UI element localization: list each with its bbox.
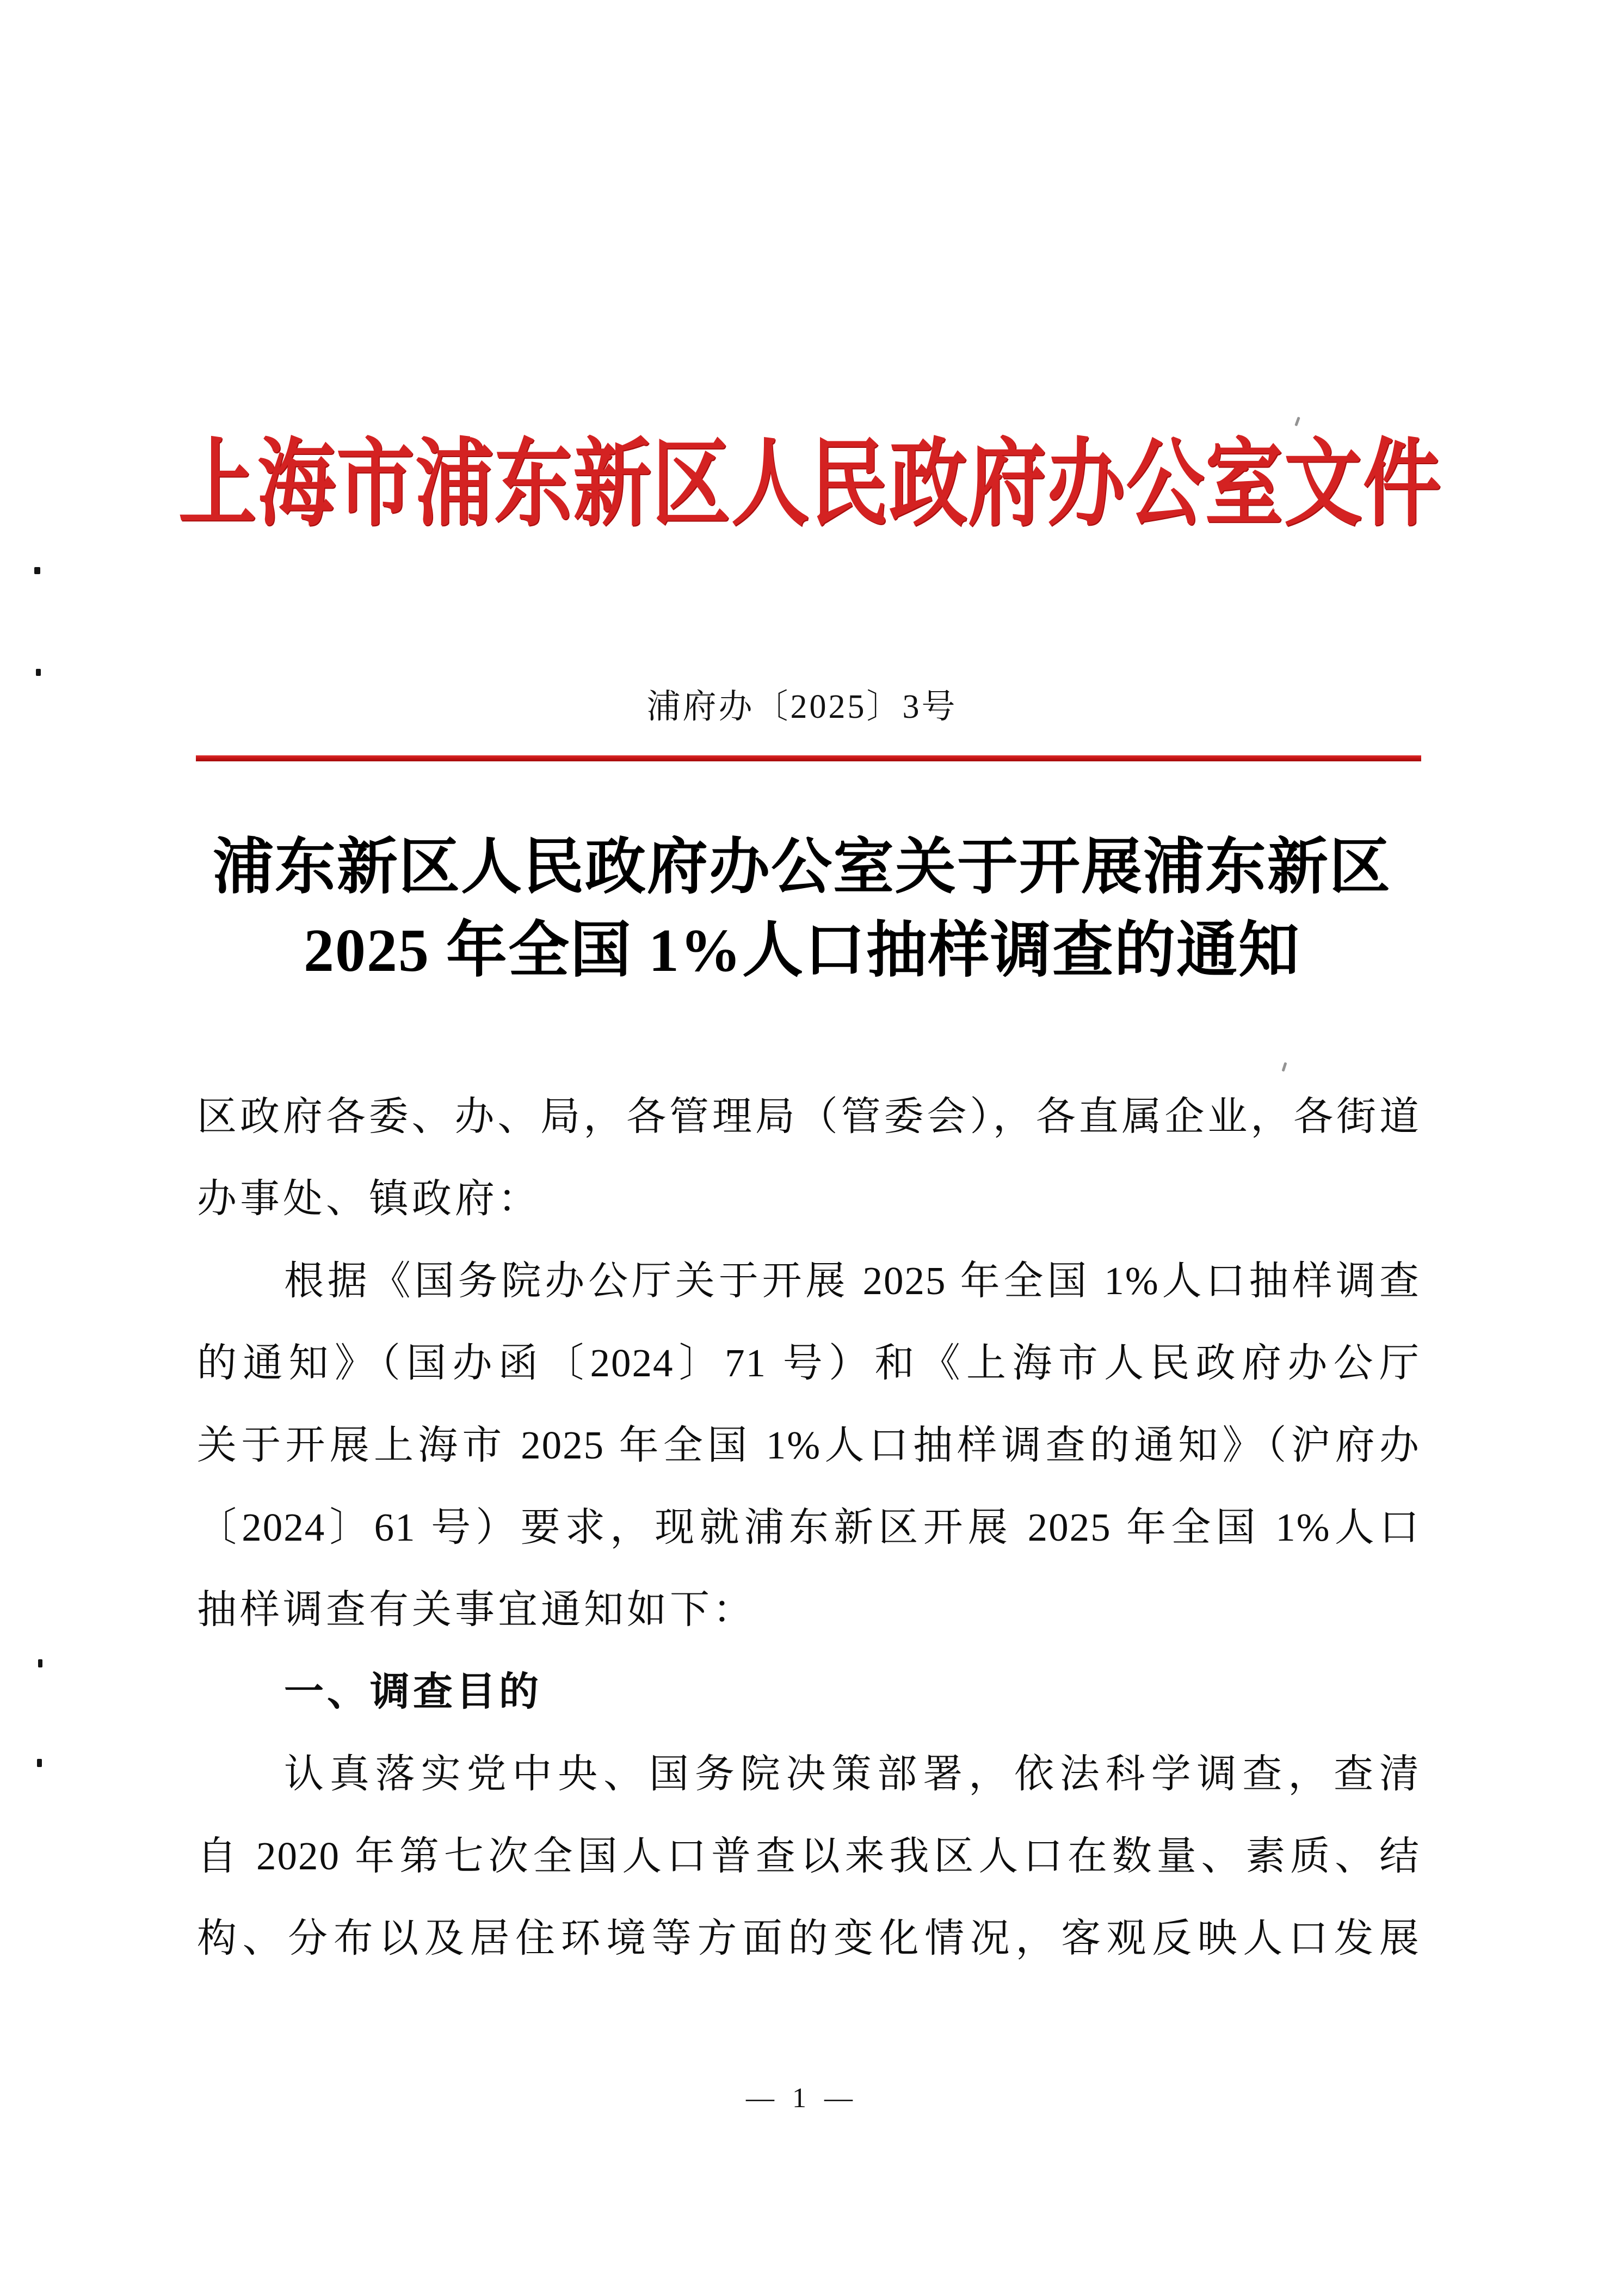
scan-artifact-mark	[1294, 417, 1300, 427]
body-line-paragraph-1-start: 根据《国务院办公厅关于开展 2025 年全国 1%人口抽样调查	[284, 1259, 1420, 1303]
body-line: 〔2024〕61 号）要求，现就浦东新区开展 2025 年全国 1%人口	[197, 1505, 1420, 1549]
notice-title-line2: 2025 年全国 1%人口抽样调查的通知	[304, 917, 1300, 984]
notice-title	[0, 826, 1604, 993]
letterhead-title: 上海市浦东新区人民政府办公室文件	[178, 432, 1442, 537]
notice-title-line1: 浦东新区人民政府办公室关于开展浦东新区	[213, 834, 1391, 901]
body-line: 关于开展上海市 2025 年全国 1%人口抽样调查的通知》（沪府办	[197, 1423, 1420, 1467]
body-line: 抽样调查有关事宜通知如下：	[197, 1587, 756, 1632]
scan-artifact-dot	[34, 567, 40, 574]
body-line: 构、分布以及居住环境等方面的变化情况，客观反映人口发展	[197, 1916, 1420, 1960]
document-number: 浦府办〔2025〕3号	[646, 688, 958, 725]
page-number: — 1 —	[746, 2083, 858, 2114]
scan-artifact-dot	[37, 1759, 42, 1767]
scan-artifact-dot	[36, 669, 41, 676]
scan-artifact-dot	[38, 1659, 42, 1667]
body-line-salutation-2: 办事处、镇政府：	[197, 1177, 541, 1221]
body-line-salutation-1: 区政府各委、办、局，各管理局（管委会），各直属企业，各街道	[197, 1094, 1420, 1138]
red-divider-line	[196, 755, 1421, 761]
body-line: 的通知》（国办函〔2024〕71 号）和《上海市人民政府办公厅	[197, 1341, 1420, 1385]
scan-artifact-mark	[1281, 1062, 1287, 1072]
body-line-paragraph-2-start: 认真落实党中央、国务院决策部署，依法科学调查，查清	[284, 1752, 1420, 1796]
section-heading-survey-purpose: 一、调查目的	[284, 1670, 542, 1714]
body-line: 自 2020 年第七次全国人口普查以来我区人口在数量、素质、结	[197, 1834, 1420, 1878]
notice-body	[197, 1075, 1420, 1979]
